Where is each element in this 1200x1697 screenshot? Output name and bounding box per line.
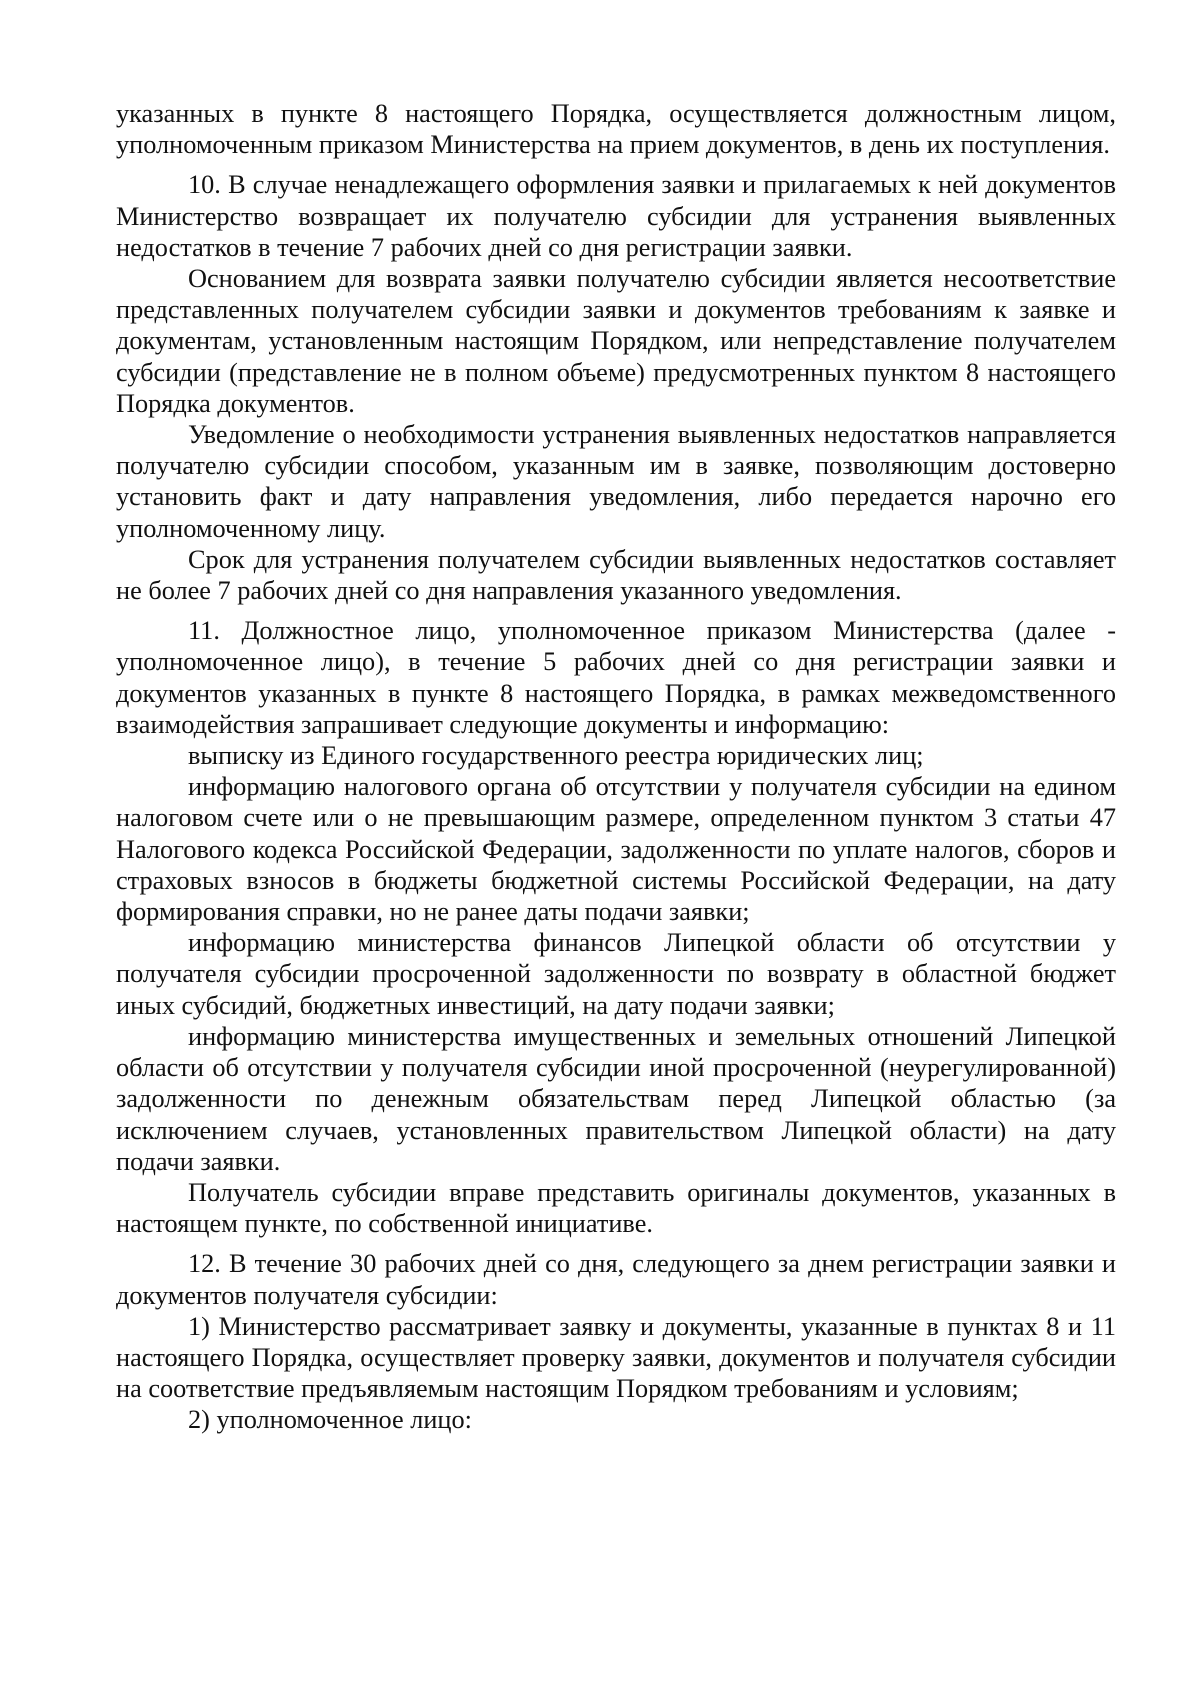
- paragraph-correction-deadline: Срок для устранения получателем субсидии выявленных недостатков составляет не более 7 рабочих дней со дня направления указанного уведомления.: [116, 544, 1116, 606]
- paragraph-registration-continuation: указанных в пункте 8 настоящего Порядка, осуществляется должностным лицом, уполномоченным приказом Министерства на прием документов, в день их поступления.: [116, 99, 1116, 160]
- paragraph-clause-11: 11. Должностное лицо, уполномоченное приказом Министерства (далее - уполномоченное лицо), в течение 5 рабочих дней со дня регистрации заявки и документов указанных в пункте 8 настоящего Порядка, в рамках межведомственного взаимодействия запрашивает следующие документы и информацию:: [116, 616, 1116, 739]
- paragraph-notification: Уведомление о необходимости устранения выявленных недостатков направляется получателю субсидии способом, указанным им в заявке, позволяющим достоверно установить факт и дату направления уведомления, либо передается нарочно его уполномоченному лицу.: [116, 420, 1116, 543]
- paragraph-clause-10: 10. В случае ненадлежащего оформления заявки и прилагаемых к ней документов Министерство возвращает их получателю субсидии для устранения выявленных недостатков в течение 7 рабочих дней со дня регистрации заявки.: [116, 170, 1116, 262]
- document-body: [116, 98, 1116, 1436]
- list-item-property-ministry-info: информацию министерства имущественных и земельных отношений Липецкой области об отсутствии у получателя субсидии иной просроченной (неурегулированной) задолженности по денежным обязательствам перед Липецкой областью (за исключением случаев, установленных правительством Липецкой области) на дату подачи заявки.: [116, 1021, 1116, 1176]
- paragraph-own-initiative: Получатель субсидии вправе представить оригиналы документов, указанных в настоящем пункте, по собственной инициативе.: [116, 1177, 1116, 1239]
- list-item-ministry-review: 1) Министерство рассматривает заявку и документы, указанные в пунктах 8 и 11 настоящего Порядка, осуществляет проверку заявки, документов и получателя субсидии на соответствие предъявляемым настоящим Порядком требованиям и условиям;: [116, 1311, 1116, 1404]
- list-item-finance-ministry-info: информацию министерства финансов Липецкой области об отсутствии у получателя субсидии просроченной задолженности по возврату в областной бюджет иных субсидий, бюджетных инвестиций, на дату подачи заявки;: [116, 928, 1116, 1020]
- list-item-authorized-person: 2) уполномоченное лицо:: [188, 1405, 472, 1435]
- paragraph-return-grounds: Основанием для возврата заявки получателю субсидии является несоответствие представленных получателем субсидии заявки и документов требованиям к заявке и документам, установленным настоящим Порядком, или непредставление получателем субсидии (представление не в полном объеме) предусмотренных пунктом 8 настоящего Порядка документов.: [116, 264, 1116, 418]
- list-item-tax-info: информацию налогового органа об отсутствии у получателя субсидии на едином налоговом счете или о не превышающим размере, определенном пунктом 3 статьи 47 Налогового кодекса Российской Федерации, задолженности по уплате налогов, сборов и страховых взносов в бюджеты бюджетной системы Российской Федерации, на дату формирования справки, но не ранее даты подачи заявки;: [116, 772, 1116, 927]
- paragraph-clause-12: 12. В течение 30 рабочих дней со дня, следующего за днем регистрации заявки и документов получателя субсидии:: [116, 1249, 1116, 1310]
- list-item-registry-extract: выписку из Единого государственного реестра юридических лиц;: [188, 741, 924, 771]
